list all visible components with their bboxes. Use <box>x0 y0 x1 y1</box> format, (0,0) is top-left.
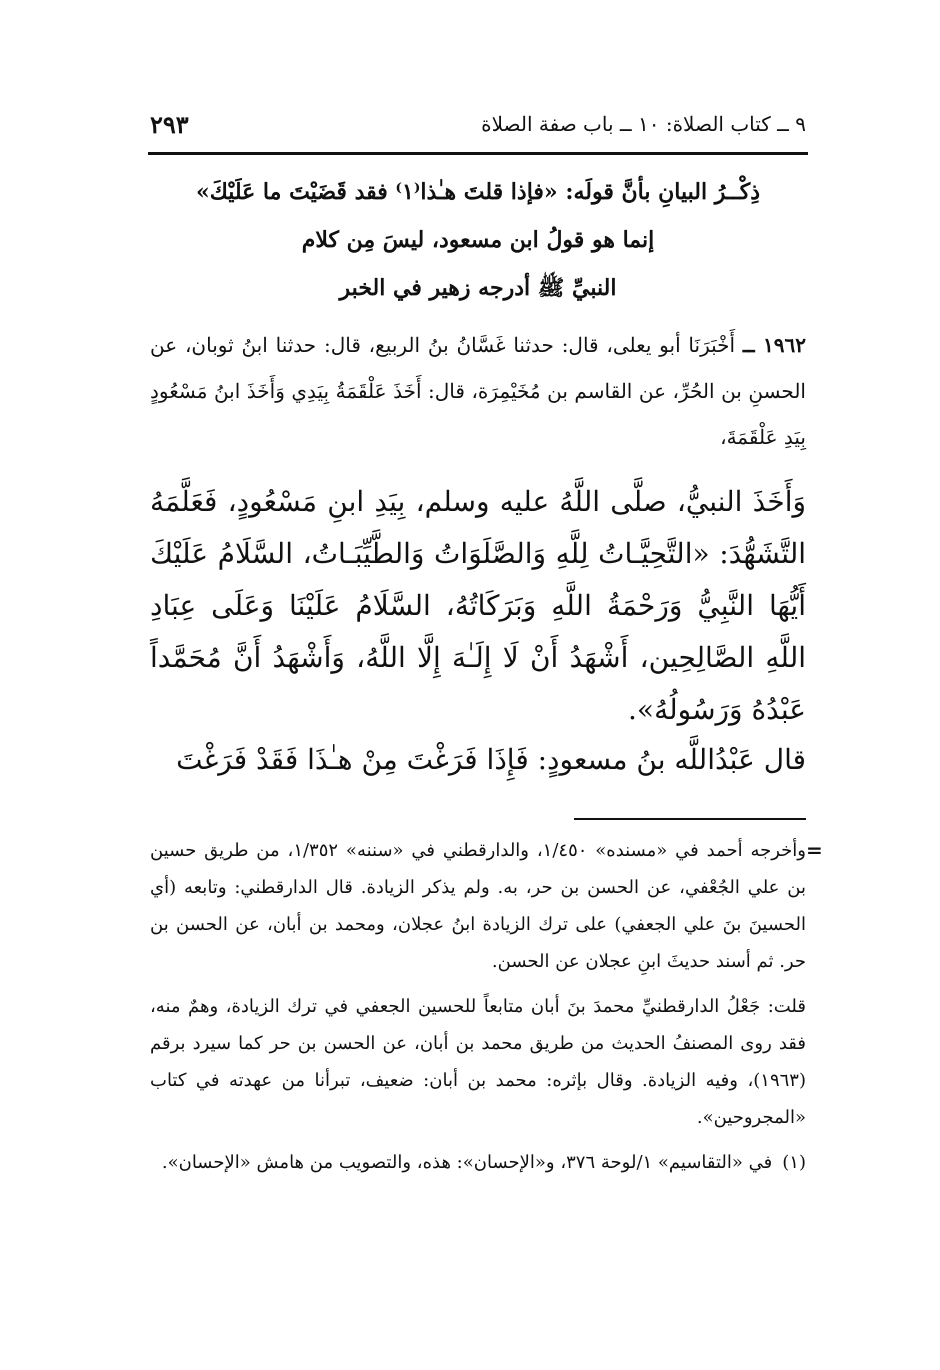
footnote-paragraph-1: وأخرجه أحمد في «مسنده» ١/٤٥٠، والدارقطني في «سننه» ١/٣٥٢، من طريق حسين بن علي الجُعْفي، عن الحسن بن حر، به. ولم يذكر الزيادة. قال الدارقطني: وتابعه (أي الحسينَ بنَ علي الجعفي) على ترك الزيادة ابنُ عجلان، ومحمد بن أبان، عن الحسن بن حر. ثم أسند حديثَ ابنِ عجلان عن الحسن. <box>150 840 806 972</box>
footnote-1-marker: (١) <box>782 1152 806 1173</box>
hadith-number: ١٩٦٢ ــ <box>742 333 806 357</box>
hadith-isnad: أَخْبَرَنَا أبو يعلى، قال: حدثنا غَسَّانُ بنُ الربيع، قال: حدثنا ابنُ ثوبان، عن الحسنِ بن الحُرِّ، عن القاسم بن مُخَيْمِرَة، قال: أَخَذَ عَلْقَمَةُ بِيَدِي وَأَخَذَ ابنُ مَسْعُودٍ بِيَدِ عَلْقَمَةَ، <box>150 333 806 449</box>
hadith-chain <box>150 322 806 460</box>
heading-line-3: النبيِّ ﷺ أدرجه زهير في الخبر <box>339 275 617 301</box>
header-rule <box>148 152 808 155</box>
heading-line-1: ذِكْــرُ البيانِ بأنَّ قولَه: «فإذا قلتَ هـٰذا⁽١⁾ فقد قَضَيْتَ ما عَلَيْكَ» <box>195 179 761 205</box>
footnotes <box>150 832 806 1181</box>
footnote-rule <box>574 818 806 820</box>
footnote-continuation-mark: = <box>806 838 823 862</box>
running-title: ٩ ــ كتاب الصلاة: ١٠ ــ باب صفة الصلاة <box>481 112 806 136</box>
footnote-paragraph-2: قلت: جَعْلُ الدارقطنيِّ محمدَ بنَ أبان متابعاً للحسين الجعفي في ترك الزيادة، وهمٌ منه، فقد روى المصنفُ الحديث من طريق محمد بن أبان، عن الحسن بن حر كما سيرد برقم (١٩٦٣)، وفيه الزيادة. وقال بإثره: محمد بن أبان: ضعيف، تبرأنا من عهدته في كتاب «المجروحين». <box>150 996 806 1128</box>
footnote-1-text: في «التقاسيم» ١/لوحة ٣٧٦، و«الإحسان»: هذه، والتصويب من هامش «الإحسان». <box>161 1152 773 1173</box>
page-number: ٢٩٣ <box>150 110 189 139</box>
heading-line-2: إنما هو قولُ ابن مسعود، ليسَ مِن كلام <box>301 227 655 253</box>
footnote-1 <box>150 1144 806 1181</box>
page-header <box>150 108 806 148</box>
hadith-text: وَأَخَذَ النبيُّ، صلَّى اللَّهُ عليه وسلم، بِيَدِ ابنِ مَسْعُودٍ، فَعَلَّمَهُ التَّشَهُّدَ: «التَّحِيَّـاتُ لِلَّهِ وَالصَّلَوَاتُ وَالطَّيِّبَـاتُ، السَّلَامُ عَلَيْكَ أَيُّهَا النَّبِيُّ وَرَحْمَةُ اللَّهِ وَبَرَكَاتُهُ، السَّلَامُ عَلَيْنَا وَعَلَى عِبَادِ اللَّهِ الصَّالِحِين، أَشْهَدُ أَنْ لَا إِلَـٰهَ إِلَّا اللَّهُ، وَأَشْهَدُ أَنَّ مُحَمَّداً عَبْدُهُ وَرَسُولُهُ». <box>150 485 806 726</box>
section-heading <box>150 168 806 312</box>
hadith-continuation: قال عَبْدُاللَّه بنُ مسعودٍ: فَإِذَا فَرَغْتَ مِنْ هـٰذَا فَقَدْ فَرَغْتَ <box>176 743 806 776</box>
